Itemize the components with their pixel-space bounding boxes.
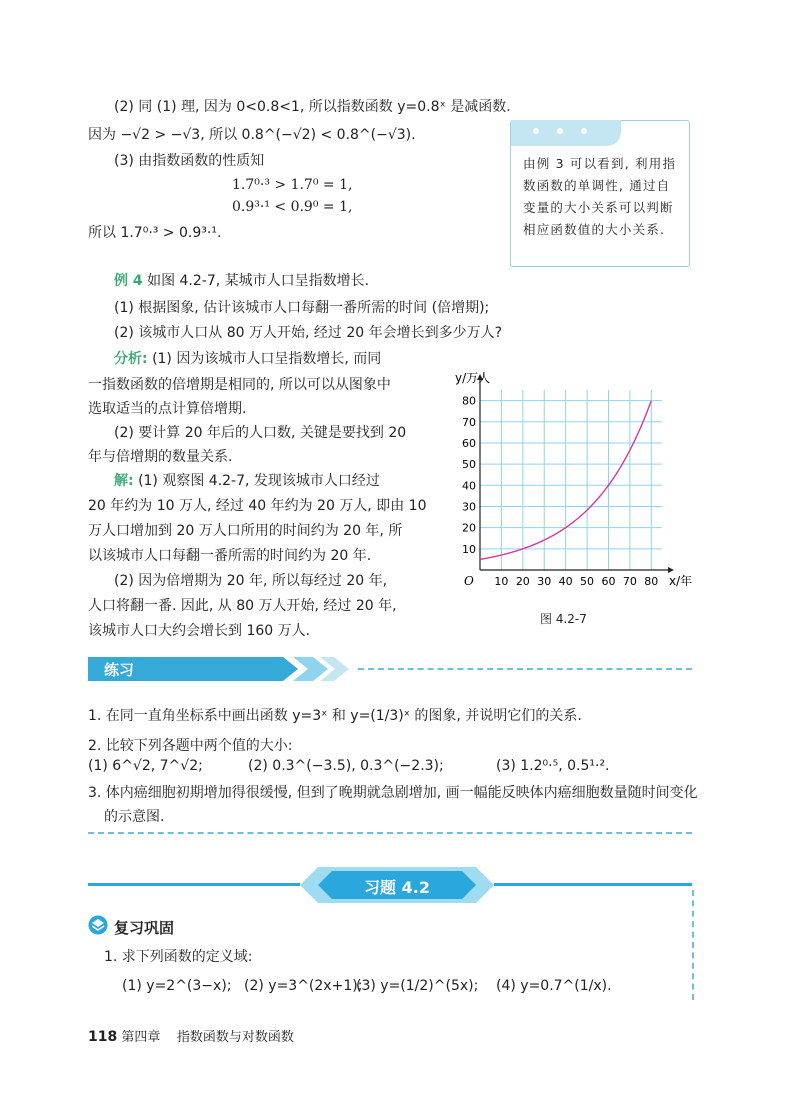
x-tick-label: 80 xyxy=(644,575,659,588)
exercise-subitem: (2) 0.3^(−3.5), 0.3^(−2.3); xyxy=(248,758,444,774)
page-number: 118 xyxy=(88,1029,118,1045)
x-axis-arrow xyxy=(668,567,674,573)
header-rule xyxy=(494,883,692,886)
y-tick-label: 10 xyxy=(462,542,476,556)
solution-line: 人口将翻一番. 因此, 从 80 万人开始, 经过 20 年, xyxy=(88,598,397,614)
y-tick-label: 70 xyxy=(462,415,476,429)
side-note xyxy=(510,120,690,267)
solution-line: (2) 因为倍增期为 20 年, 所以每经过 20 年, xyxy=(114,573,388,589)
x-tick-label: 70 xyxy=(622,575,637,588)
question: (2) 该城市人口从 80 万人开始, 经过 20 年会增长到多少万人? xyxy=(114,325,503,341)
exercise-subitem: (3) 1.2⁰·⁵, 0.5¹·². xyxy=(496,758,610,774)
x-tick-label: 20 xyxy=(515,575,530,588)
question: (1) 根据图象, 估计该城市人口每翻一番所需的时间 (倍增期); xyxy=(114,300,490,316)
math-line: 1.7⁰·³ > 1.7⁰ = 1, xyxy=(232,177,353,193)
analysis-line: 分析: (1) 因为该城市人口呈指数增长, 而同 xyxy=(114,351,382,367)
chart xyxy=(452,368,702,600)
section-title: 习题 4.2 xyxy=(364,878,430,897)
analysis-line: 选取适当的点计算倍增期. xyxy=(88,401,247,417)
subsection-title: 复习巩固 xyxy=(114,919,175,937)
chapter-label: 第四章 xyxy=(121,1030,161,1045)
y-tick-label: 40 xyxy=(462,479,476,493)
exercise-subitem: (2) y=3^(2x+1); xyxy=(244,978,363,994)
text-line: 所以 1.7⁰·³ > 0.9³·¹. xyxy=(88,225,222,241)
chapter-title: 指数函数与对数函数 xyxy=(176,1030,294,1045)
header-rule xyxy=(88,883,300,886)
analysis-line: (2) 要计算 20 年后的人口数, 关键是要找到 20 xyxy=(114,425,407,441)
example-intro xyxy=(114,270,369,290)
y-tick-label: 50 xyxy=(462,458,476,472)
x-tick-label: 10 xyxy=(494,575,509,588)
exercise-subitem: (4) y=0.7^(1/x). xyxy=(496,978,612,994)
example-label: 例 4 xyxy=(114,273,143,289)
x-tick-label: 30 xyxy=(537,575,552,588)
exercise-subitem: (1) 6^√2, 7^√2; xyxy=(88,758,203,774)
solution-line: 20 年约为 10 万人, 经过 40 年约为 20 万人, 即由 10 xyxy=(88,498,427,514)
math-line: 0.9³·¹ < 0.9⁰ = 1, xyxy=(232,199,353,215)
x-tick-label: 40 xyxy=(558,575,573,588)
chart-title: 图 4.2-7 xyxy=(540,612,587,626)
exercise-item: 的示意图. xyxy=(104,809,165,825)
chart-svg xyxy=(452,368,702,600)
solution-line: 解: (1) 观察图 4.2-7, 发现该城市人口经过 xyxy=(114,473,380,489)
analysis-line: 年与倍增期的数量关系. xyxy=(88,449,233,465)
y-axis-label: y/万人 xyxy=(455,371,491,385)
x-tick-label: 60 xyxy=(601,575,616,588)
exercise-subitem: (1) y=2^(3−x); xyxy=(122,978,232,994)
solution-line: 以该城市人口每翻一番所需的时间约为 20 年. xyxy=(88,548,372,564)
solution-line: 万人口增加到 20 万人口所用的时间约为 20 年, 所 xyxy=(88,523,403,539)
analysis-label: 分析: xyxy=(114,351,148,367)
exercise-item: 3. 体内癌细胞初期增加得很缓慢, 但到了晚期就急剧增加, 画一幅能反映体内癌细胞数量随时间变化 xyxy=(88,785,698,801)
divider xyxy=(358,668,692,670)
divider xyxy=(692,890,694,1000)
origin-label: O xyxy=(464,574,474,588)
page-footer xyxy=(88,1026,294,1045)
solution-line: 该城市人口大约会增长到 160 万人. xyxy=(88,623,311,639)
text-line: (3) 由指数函数的性质知 xyxy=(114,153,265,169)
exercise-banner-label: 练习 xyxy=(104,661,135,679)
y-tick-label: 20 xyxy=(462,521,476,535)
x-tick-label: 50 xyxy=(580,575,595,588)
exercise-item: 1. 在同一直角坐标系中画出函数 y=3ˣ 和 y=(1/3)ˣ 的图象, 并说明它们的关系. xyxy=(88,708,582,724)
note-tab xyxy=(511,120,621,146)
example-intro-text: 如图 4.2-7, 某城市人口呈指数增长. xyxy=(147,273,370,289)
text-line: 因为 −√2 > −√3, 所以 0.8^(−√2) < 0.8^(−√3). xyxy=(88,127,416,143)
x-axis-label: x/年 xyxy=(669,574,693,588)
y-tick-label: 80 xyxy=(462,394,476,408)
text-line: (2) 同 (1) 理, 因为 0<0.8<1, 所以指数函数 y=0.8ˣ 是减函数. xyxy=(114,99,511,115)
exercise-item: 2. 比较下列各题中两个值的大小: xyxy=(88,738,293,754)
divider xyxy=(88,832,692,834)
exercise-subitem: (3) y=(1/2)^(5x); xyxy=(356,978,479,994)
exercise-item: 1. 求下列函数的定义域: xyxy=(104,949,253,965)
note-text: 由例 3 可以看到, 利用指数函数的单调性, 通过自变量的大小关系可以判断相应函数值的大小关系. xyxy=(523,156,677,237)
solution-label: 解: xyxy=(114,473,134,489)
y-tick-label: 60 xyxy=(462,436,476,450)
layers-icon xyxy=(88,915,108,935)
y-tick-label: 30 xyxy=(462,500,476,514)
analysis-line: 一指数函数的倍增期是相同的, 所以可以从图象中 xyxy=(88,377,391,393)
